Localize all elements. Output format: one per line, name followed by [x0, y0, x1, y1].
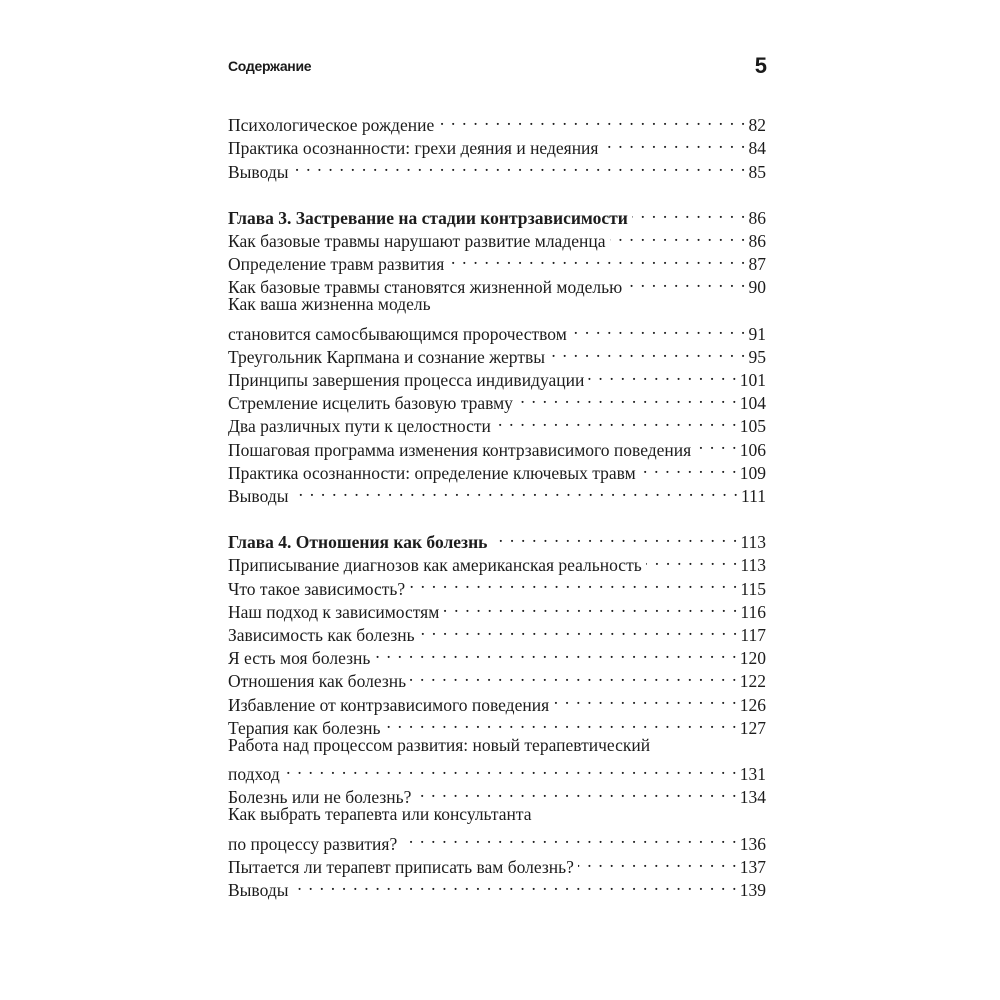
- toc-entry[interactable]: [228, 873, 766, 900]
- toc-entry[interactable]: [228, 757, 766, 785]
- toc-page-number: 111: [741, 486, 766, 506]
- toc-page-number: 131: [739, 764, 766, 785]
- dot-leader: [549, 340, 747, 363]
- dot-leader: [374, 641, 737, 664]
- toc-page-number: 105: [739, 416, 766, 437]
- toc-page-number: 136: [739, 833, 766, 854]
- toc-entry-title: Принципы завершения процесса индивидуации: [228, 370, 585, 391]
- toc-section: [228, 201, 766, 506]
- toc-page-number: 85: [748, 161, 766, 182]
- toc-entry-title: по процессу развития?: [228, 833, 398, 854]
- toc-page-number: 113: [740, 555, 766, 576]
- toc-page-number: 87: [748, 254, 766, 275]
- dot-leader: [610, 224, 747, 247]
- dot-leader: [448, 247, 746, 270]
- dot-leader: [292, 873, 737, 896]
- toc-page-number: 117: [740, 624, 766, 645]
- toc-entry[interactable]: [228, 780, 766, 808]
- dot-leader: [632, 201, 747, 224]
- toc-page-number: 137: [739, 856, 766, 877]
- toc-page-number: 90: [748, 277, 766, 298]
- toc-entry-title: Психологическое рождение: [228, 115, 435, 136]
- toc-entry-title: Как базовые травмы становятся жизненной моделью: [228, 277, 623, 298]
- toc-entry-title: Как базовые травмы нарушают развитие младенца: [228, 230, 606, 251]
- toc-entry[interactable]: [228, 154, 766, 182]
- toc-page-number: 115: [740, 578, 766, 599]
- dot-leader: [695, 432, 738, 455]
- toc-entry-title: Глава 4. Отношения как болезнь: [228, 532, 488, 553]
- toc-entry-title: Отношения как болезнь: [228, 671, 407, 692]
- toc-entry-title-line: Как выбрать терапевта или консультанта: [228, 804, 532, 825]
- toc-page-number: 95: [748, 346, 766, 367]
- toc-page-number: 122: [739, 671, 766, 692]
- toc-entry-title: Практика осознанности: определение ключевых травм: [228, 462, 636, 483]
- dot-leader: [602, 131, 746, 154]
- toc-page-number: 101: [739, 370, 766, 391]
- dot-leader: [292, 479, 739, 502]
- toc-entry-title: Практика осознанности: грехи деяния и недеяния: [228, 138, 599, 159]
- toc-page-number: 84: [748, 138, 766, 159]
- dot-leader: [409, 571, 738, 594]
- dot-leader: [415, 780, 737, 803]
- toc-entry-title: Пытается ли терапевт приписать вам болезнь?: [228, 856, 574, 877]
- toc-page-number: 113: [740, 532, 766, 553]
- dot-leader: [438, 108, 746, 131]
- toc-entry-title: Выводы: [228, 486, 289, 506]
- dot-leader: [578, 850, 738, 873]
- toc-entry[interactable]: [228, 108, 766, 136]
- toc-page-number: 139: [739, 880, 766, 900]
- toc-entry-title: Выводы: [228, 880, 289, 900]
- toc-entry-title: Пошаговая программа изменения контрзависимого поведения: [228, 439, 692, 460]
- dot-leader: [401, 826, 738, 849]
- toc-entry-title: Терапия как болезнь: [228, 717, 381, 738]
- dot-leader: [588, 363, 737, 386]
- dot-leader: [284, 757, 738, 780]
- toc-entry-title-line: Работа над процессом развития: новый терапевтический: [228, 734, 651, 755]
- table-of-contents: [228, 108, 766, 919]
- toc-entry-title: становится самосбывающимся пророчеством: [228, 323, 567, 344]
- toc-page-number: 91: [748, 323, 766, 344]
- toc-entry-title: Определение травм развития: [228, 254, 445, 275]
- toc-page-number: 120: [739, 648, 766, 669]
- dot-leader: [640, 456, 738, 479]
- toc-entry[interactable]: [228, 317, 766, 344]
- toc-section: [228, 525, 766, 900]
- toc-page-number: 106: [739, 439, 766, 460]
- dot-leader: [553, 687, 738, 710]
- toc-entry-title: Избавление от контрзависимого поведения: [228, 694, 550, 715]
- toc-entry-title: Я есть моя болезнь: [228, 648, 371, 669]
- toc-page-number: 104: [739, 393, 766, 414]
- toc-entry-title: Наш подход к зависимостям: [228, 601, 440, 622]
- dot-leader: [419, 618, 739, 641]
- toc-entry-title: Два различных пути к целостности: [228, 416, 491, 437]
- toc-entry-title: Выводы: [228, 161, 289, 182]
- dot-leader: [491, 525, 738, 548]
- toc-chapter-heading[interactable]: [228, 525, 766, 553]
- dot-leader: [385, 711, 738, 734]
- toc-page-number: 86: [748, 207, 766, 228]
- dot-leader: [517, 386, 738, 409]
- toc-page-number: 134: [739, 787, 766, 808]
- toc-page-number: 82: [748, 115, 766, 136]
- toc-entry-title: Зависимость как болезнь: [228, 624, 415, 645]
- dot-leader: [443, 595, 738, 618]
- toc-entry-title: Приписывание диагнозов как американская реальность: [228, 555, 642, 576]
- dot-leader: [292, 154, 746, 177]
- toc-page-number: 86: [748, 230, 766, 251]
- toc-page-number: 109: [739, 462, 766, 483]
- dot-leader: [646, 548, 739, 571]
- toc-entry-title: подход: [228, 764, 280, 785]
- running-head: Содержание: [228, 58, 312, 74]
- toc-page-number: 116: [740, 601, 766, 622]
- dot-leader: [626, 270, 746, 293]
- dot-leader: [410, 664, 738, 687]
- toc-entry-title: Глава 3. Застревание на стадии контрзависимости: [228, 207, 628, 228]
- toc-entry-title: Треугольник Карпмана и сознание жертвы: [228, 346, 545, 367]
- toc-page-number: 126: [739, 694, 766, 715]
- toc-entry-title: Стремление исцелить базовую травму: [228, 393, 513, 414]
- toc-entry-title-line: Как ваша жизненна модель: [228, 294, 431, 315]
- toc-entry-title: Что такое зависимость?: [228, 578, 406, 599]
- toc-chapter-heading[interactable]: [228, 201, 766, 228]
- toc-section: [228, 108, 766, 182]
- dot-leader: [571, 317, 747, 340]
- toc-entry[interactable]: [228, 479, 766, 506]
- toc-page-number: 127: [739, 717, 766, 738]
- page-number: 5: [754, 53, 767, 78]
- toc-entry-title: Болезнь или не болезнь?: [228, 787, 412, 808]
- toc-entry[interactable]: [228, 826, 766, 854]
- dot-leader: [495, 409, 738, 432]
